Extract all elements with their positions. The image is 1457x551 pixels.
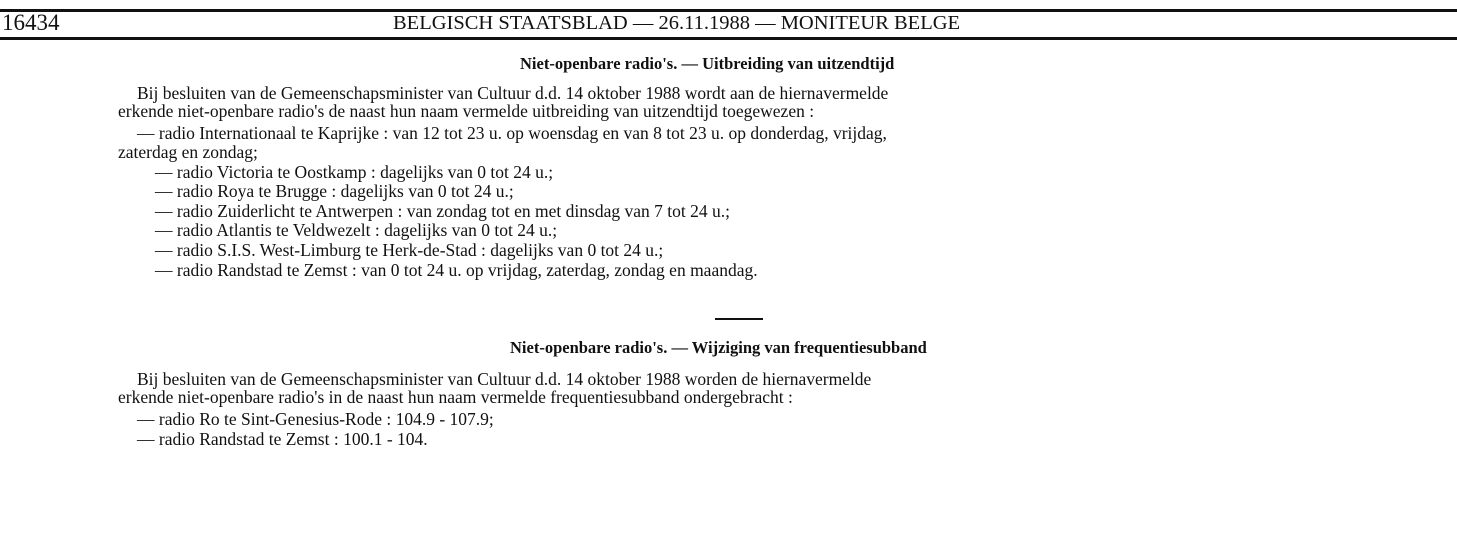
header-bottom-rule bbox=[0, 37, 1457, 40]
section-separator bbox=[715, 318, 763, 320]
page-number: 16434 bbox=[2, 10, 60, 35]
list-item: — radio Internationaal te Kaprijke : van 12 tot 23 u. op woensdag en van 8 tot 23 u. op donderdag, vrijdag, bbox=[137, 123, 887, 143]
list-item: — radio Ro te Sint-Genesius-Rode : 104.9 - 107.9; bbox=[137, 409, 494, 429]
list-item: — radio Roya te Brugge : dagelijks van 0 tot 24 u.; bbox=[155, 181, 514, 201]
section-title: Niet-openbare radio's. — Wijziging van frequentiesubband bbox=[510, 338, 927, 357]
list-item: — radio Atlantis te Veldwezelt : dagelijks van 0 tot 24 u.; bbox=[155, 220, 558, 240]
publication-title: BELGISCH STAATSBLAD — 26.11.1988 — MONITEUR BELGE bbox=[393, 12, 961, 34]
intro-line: Bij besluiten van de Gemeenschapsminister van Cultuur d.d. 14 oktober 1988 wordt aan de hiernavermelde bbox=[137, 83, 889, 103]
intro-line: erkende niet-openbare radio's in de naast hun naam vermelde frequentiesubband ondergebracht : bbox=[118, 387, 793, 407]
list-item: — radio S.I.S. West-Limburg te Herk-de-Stad : dagelijks van 0 tot 24 u.; bbox=[155, 240, 664, 260]
intro-line: Bij besluiten van de Gemeenschapsminister van Cultuur d.d. 14 oktober 1988 worden de hiernavermelde bbox=[137, 369, 872, 389]
list-item: — radio Randstad te Zemst : van 0 tot 24 u. op vrijdag, zaterdag, zondag en maandag. bbox=[155, 260, 758, 280]
section-title: Niet-openbare radio's. — Uitbreiding van uitzendtijd bbox=[520, 54, 895, 73]
list-item: — radio Victoria te Oostkamp : dagelijks van 0 tot 24 u.; bbox=[155, 162, 554, 182]
intro-line: erkende niet-openbare radio's de naast hun naam vermelde uitbreiding van uitzendtijd toegewezen : bbox=[118, 101, 815, 121]
list-item: — radio Zuiderlicht te Antwerpen : van zondag tot en met dinsdag van 7 tot 24 u.; bbox=[155, 201, 730, 221]
list-item: — radio Randstad te Zemst : 100.1 - 104. bbox=[137, 429, 428, 449]
list-item-continuation: zaterdag en zondag; bbox=[118, 142, 258, 162]
